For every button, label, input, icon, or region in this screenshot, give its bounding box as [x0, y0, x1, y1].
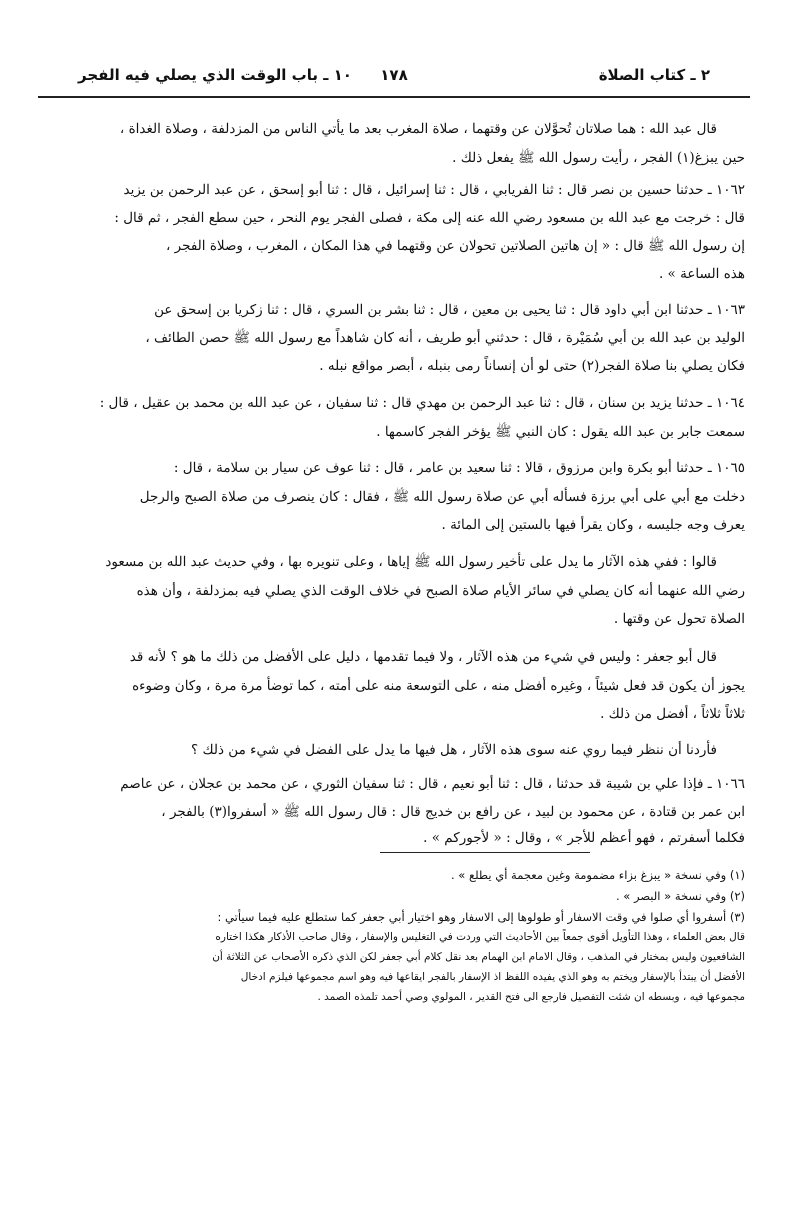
text-line: قال : خرجت مع عبد الله بن مسعود رضي الله عنه إلى مكة ، فصلى الفجر يوم النحر ، حين سطع الفجر ، ثم قال :	[114, 210, 745, 226]
footnote-2: (٢) وفي نسخة « البصر » .	[615, 889, 745, 903]
hadith-1066-line: ١٠٦٦ ـ فإذا علي بن شيبة قد حدثنا ، قال : ثنا أبو نعيم ، قال : ثنا سفيان الثوري ، عن محمد بن عجلان ، عن عاصم	[120, 776, 745, 792]
text-line: يعرف وجه جليسه ، وكان يقرأ فيها بالستين إلى المائة .	[441, 517, 745, 533]
hadith-1062-line: ١٠٦٢ ـ حدثنا حسين بن نصر قال : ثنا الفريابي ، قال : ثنا إسرائيل ، قال : ثنا أبو إسحق ، عن عبد الرحمن بن يزيد	[123, 182, 745, 198]
footnote-divider	[380, 852, 590, 853]
text-line: رضي الله عنهما أنه كان يصلي في سائر الأيام صلاة الصبح في خلاف الوقت الذي يصلي فيه بمزدلفة ، وأن هذه	[136, 583, 745, 599]
text-line: الصلاة تحول عن وقتها .	[613, 611, 745, 627]
text-line: قال عبد الله : هما صلاتان تُحوَّلان عن وقتهما ، صلاة المغرب بعد ما يأتي الناس من المزدلفة ، وصلاة الغداة ،	[119, 121, 717, 137]
commentary-line: قالوا : ففي هذه الآثار ما يدل على تأخير رسول الله ﷺ إياها ، وعلى تنويره بها ، وفي حديث عبد الله بن مسعود	[105, 554, 717, 570]
footnote-3-cont: قال بعض العلماء ، وهذا التأويل أقوى جمعاً بين الأحاديث التي وردت في التغليس والإسفار ، وقال صاحب الأذكار هكذا اختاره	[215, 931, 745, 943]
header-divider	[38, 96, 750, 98]
header-section-title: ١٠ ـ باب الوقت الذي يصلي فيه الفجر	[78, 66, 352, 84]
footnote-3-cont: مجموعها فيه ، وبسطه ان شئت التفصيل فارجع الى فتح القدير ، المولوي وصي أحمد تلمذه الصمد .	[317, 991, 745, 1003]
header-page-number: ١٧٨	[380, 66, 408, 84]
hadith-1063-line: ١٠٦٣ ـ حدثنا ابن أبي داود قال : ثنا يحيى بن معين ، قال : ثنا بشر بن السري ، قال : ثنا زكريا بن إسحق عن	[154, 302, 745, 318]
text-line: ابن عمر بن قتادة ، عن محمود بن لبيد ، عن رافع بن خديج قال : قال رسول الله ﷺ « أسفروا(٣) بالفجر ،	[161, 804, 745, 820]
hadith-1065-line: ١٠٦٥ ـ حدثنا أبو بكرة وابن مرزوق ، قالا : ثنا سعيد بن عامر ، قال : ثنا عوف عن سيار بن سلامة ، قال :	[173, 460, 745, 476]
footnote-3: (٣) أسفروا أي صلوا في وقت الاسفار أو طولوها إلى الاسفار وهو اختيار أبي جعفر كما ستطلع عليه فيما سيأتي :	[217, 910, 745, 924]
text-line: فكان يصلي بنا صلاة الفجر(٢) حتى لو أن إنساناً رمى بنبله ، أبصر مواقع نبله .	[319, 358, 745, 374]
text-line: حين يبزغ(١) الفجر ، رأيت رسول الله ﷺ يفعل ذلك .	[452, 150, 745, 166]
text-line: ثلاثاً ثلاثاً ، أفضل من ذلك .	[600, 706, 745, 722]
text-line: الوليد بن عبد الله بن أبي سُمَيْرة ، قال : حدثني أبو طريف ، أنه كان شاهداً مع رسول الله ﷺ حصن الطائف ،	[145, 330, 745, 346]
footnote-1: (١) وفي نسخة « يبزغ بزاء مضمومة وغين معجمة أي يطلع » .	[450, 868, 745, 882]
abu-jafar-line: قال أبو جعفر : وليس في شيء من هذه الآثار ، ولا فيما تقدمها ، دليل على الأفضل من ذلك ما هو ؟ لأنه قد	[129, 649, 717, 665]
footnote-3-cont: الأفضل أن يبتدأ بالإسفار ويختم به وهو الذي يفيده اللفظ اذ الإسفار بالفجر ايقاعها فيه وهو اسم مجموعها فيلزم ادخال	[240, 971, 745, 983]
text-line: فأردنا أن ننظر فيما روي عنه سوى هذه الآثار ، هل فيها ما يدل على الفضل في شيء من ذلك ؟	[191, 742, 717, 758]
page-header	[38, 60, 750, 88]
text-line: فكلما أسفرتم ، فهو أعظم للأجر » ، وقال : « لأجوركم » .	[423, 830, 745, 846]
text-line: إن رسول الله ﷺ قال : « إن هاتين الصلاتين تحولان عن وقتهما في هذا المكان ، المغرب ، وصلاة الفجر ،	[166, 238, 745, 254]
text-line: هذه الساعة » .	[658, 266, 745, 282]
text-line: سمعت جابر بن عبد الله يقول : كان النبي ﷺ يؤخر الفجر كاسمها .	[376, 424, 745, 440]
text-line: يجوز أن يكون قد فعل شيئاً ، وغيره أفضل منه ، على التوسعة منه على أمته ، كما توضأ مرة مرة ، وكان وضوءه	[132, 678, 745, 694]
text-line: دخلت مع أبي على أبي برزة فسأله أبي عن صلاة رسول الله ﷺ ، فقال : كان ينصرف من صلاة الصبح والرجل	[139, 489, 745, 505]
footnote-3-cont: الشافعيون وليس بمختار في المذهب ، وقال الامام ابن الهمام بعد نقل كلام أبي جعفر لكن الذي ذكره الأصحاب عن الثلاثة أن	[212, 951, 745, 963]
hadith-1064-line: ١٠٦٤ ـ حدثنا يزيد بن سنان ، قال : ثنا عبد الرحمن بن مهدي قال : ثنا سفيان ، عن عبد الله بن محمد بن عقيل ، قال :	[99, 395, 745, 411]
header-chapter-title: ٢ ـ كتاب الصلاة	[598, 66, 710, 84]
